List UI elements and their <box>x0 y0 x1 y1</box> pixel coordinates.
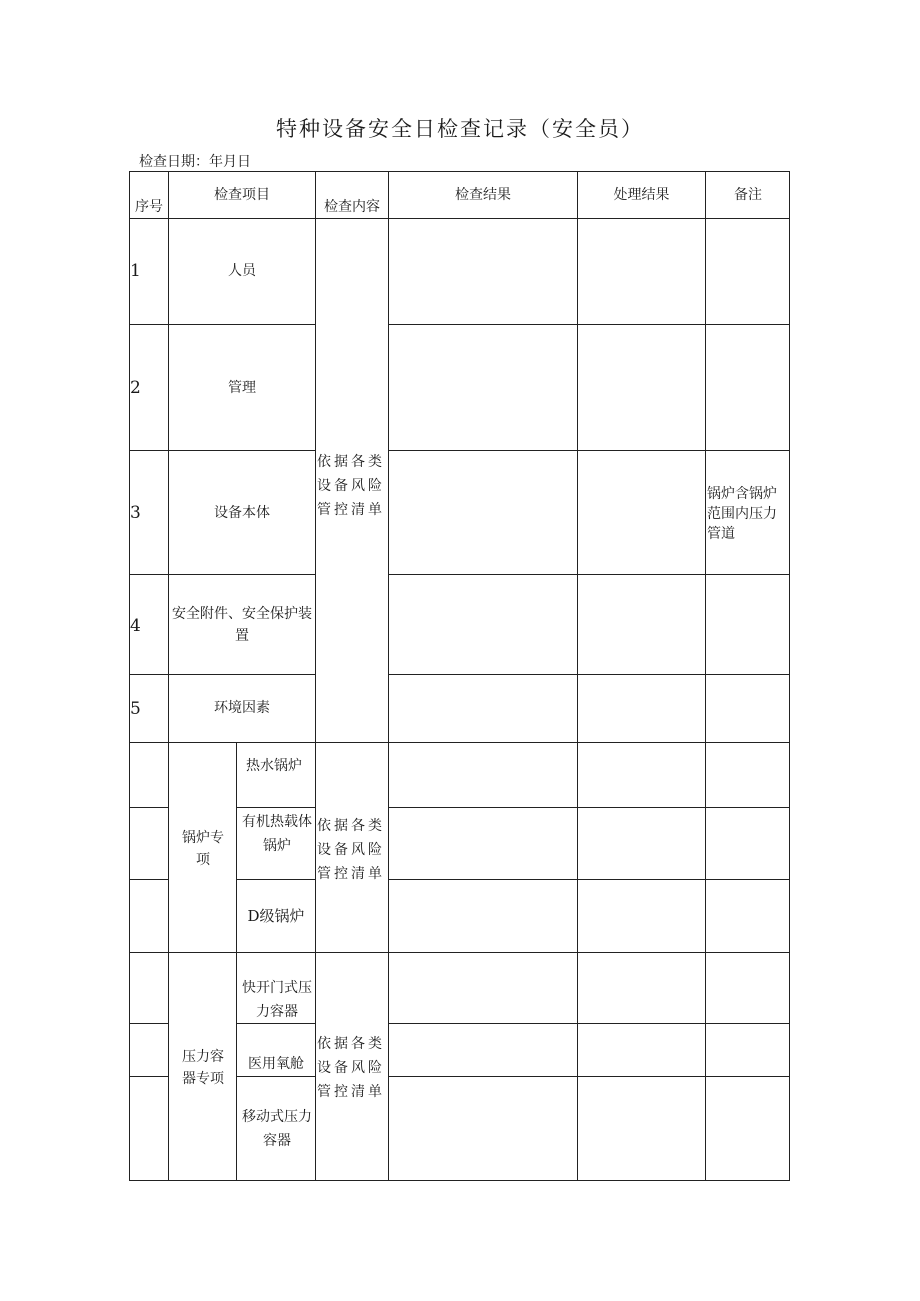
row-3-item: 设备本体 <box>214 505 270 521</box>
vessel-content: 依据各类设备风险管控清单 <box>317 1036 385 1100</box>
header-handling: 处理结果 <box>613 187 670 203</box>
row-1-item: 人员 <box>228 263 256 279</box>
row-2-item: 管理 <box>228 380 256 396</box>
row-4-item: 安全附件、安全保护装置 <box>172 606 312 644</box>
boiler-content: 依据各类设备风险管控清单 <box>317 818 385 882</box>
boiler-item-d-class: D级锅炉 <box>247 907 305 925</box>
vessel-item-quick-open: 快开门式压力容器 <box>242 980 312 1020</box>
table-grid <box>129 171 790 1181</box>
vessel-item-mobile: 移动式压力容器 <box>242 1109 312 1149</box>
page-title: 特种设备安全日检查记录（安全员） <box>276 117 644 141</box>
row-5-seq: 5 <box>130 699 141 719</box>
row-2-seq: 2 <box>130 378 141 398</box>
header-result: 检查结果 <box>455 187 511 203</box>
row-4-seq: 4 <box>130 616 141 636</box>
header-seq: 序号 <box>135 199 163 215</box>
boiler-group-label: 锅炉专项 <box>182 830 224 868</box>
row-3-remark: 锅炉含锅炉范围内压力管道 <box>707 486 777 542</box>
row-3-seq: 3 <box>130 503 141 523</box>
row-1-seq: 1 <box>130 261 141 281</box>
inspection-date-label: 检查日期：年月日 <box>139 154 251 170</box>
boiler-item-hot-water: 热水锅炉 <box>246 758 302 774</box>
vessel-item-oxygen-chamber: 医用氧舱 <box>248 1056 304 1072</box>
header-content: 检查内容 <box>324 199 380 215</box>
header-remark: 备注 <box>734 187 762 203</box>
row-5-item: 环境因素 <box>214 700 270 716</box>
vessel-group-label: 压力容器专项 <box>182 1049 224 1087</box>
boiler-item-organic-heat-carrier: 有机热载体锅炉 <box>242 814 312 854</box>
inspection-table <box>129 171 790 1181</box>
header-item: 检查项目 <box>214 187 270 203</box>
general-content: 依据各类设备风险管控清单 <box>317 454 385 518</box>
